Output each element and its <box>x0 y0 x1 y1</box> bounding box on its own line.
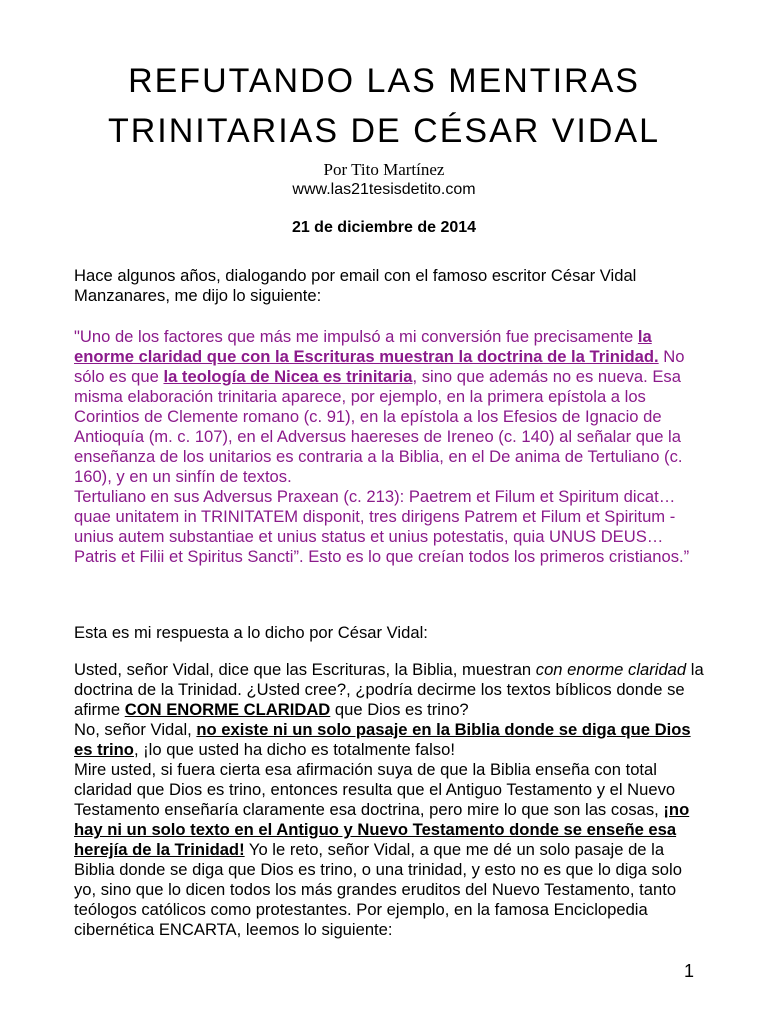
intro-paragraph: Hace algunos años, dialogando por email con el famoso escritor César Vidal Manzanares, me dijo lo siguiente: <box>74 266 637 305</box>
quote-part-6: Tertuliano en sus Adversus Praxean (c. 213): Paetrem et Filum et Spiritum dicat… quae unitatem in TRINITATEM disponit, tres dirigens Patrem et Filum et Spiritum - unius autem substantiae et unius status et unius potestatis, quia UNUS DEUS… Patris et Filii et Spiritus Sancti”. Esto es lo que creían todos los primeros cristianos.” <box>74 487 690 566</box>
author-line: Por Tito Martínez <box>323 160 445 179</box>
quote-part-5: , sino que además no es nueva. Esa misma elaboración trinitaria aparece, por ejemplo, en la primera epístola a los Corintios de Clemente romano (c. 91), en la epístola a los Efesios de Ignacio de Antioquía (m. c. 107), en el Adversus haereses de Ireneo (c. 140) al señalar que la enseñanza de los unitarios es contraria a la Biblia, en el De anima de Tertuliano (c. 160), y en un sinfín de textos. <box>74 367 683 486</box>
quote-part-1: "Uno de los factores que más me impulsó a mi conversión fue precisamente <box>74 327 638 346</box>
vidal-quote <box>74 327 708 567</box>
page-number: 1 <box>683 961 694 981</box>
response-part-6: No, señor Vidal, <box>74 720 197 739</box>
response-intro: Esta es mi respuesta a lo dicho por César Vidal: <box>74 623 428 642</box>
response-part-8: , ¡lo que usted ha dicho es totalmente falso! <box>133 740 455 759</box>
quote-emphasis-1: la enorme claridad que con la Escrituras muestran la doctrina de la Trinidad. <box>74 327 659 366</box>
website-link[interactable]: www.las21tesisdetito.com <box>292 181 476 198</box>
response-part-9: Mire usted, si fuera cierta esa afirmación suya de que la Biblia enseña con total claridad que Dios es trino, entonces resulta que el Antiguo Testamento y el Nuevo Testamento enseñaría claramente esa doctrina, pero mire lo que son las cosas, <box>74 760 676 819</box>
response-emphasis-3: ¡no hay ni un solo texto en el Antiguo y Nuevo Testamento donde se enseñe esa herejía de la Trinidad! <box>74 800 690 859</box>
quote-part-3: No sólo es que <box>74 347 685 386</box>
title-line-2: TRINITARIAS DE CÉSAR VIDAL <box>107 112 661 150</box>
response-emphasis-1: CON ENORME CLARIDAD <box>124 700 331 719</box>
response-paragraph <box>74 660 708 940</box>
response-part-11: Yo le reto, señor Vidal, a que me dé un solo pasaje de la Biblia donde se diga que Dios es trino, o una trinidad, y esto no es que lo diga solo yo, sino que lo dicen todos los más grandes eruditos del Nuevo Testamento, tanto teólogos católicos como protestantes. Por ejemplo, en la famosa Enciclopedia cibernética ENCARTA, leemos lo siguiente: <box>74 840 682 939</box>
title-line-1: REFUTANDO LAS MENTIRAS <box>128 62 640 100</box>
response-part-3: la doctrina de la Trinidad. ¿Usted cree?, ¿podría decirme los textos bíblicos donde se afirme <box>74 660 704 719</box>
document-date: 21 de diciembre de 2014 <box>291 219 477 236</box>
quote-emphasis-2: la teología de Nicea es trinitaria <box>163 367 413 386</box>
response-emphasis-2: no existe ni un solo pasaje en la Biblia donde se diga que Dios es trino <box>74 720 691 759</box>
response-italic: con enorme claridad <box>535 660 687 679</box>
response-part-5: que Dios es trino? <box>330 700 469 719</box>
document-title <box>0 0 768 156</box>
response-part-1: Usted, señor Vidal, dice que las Escrituras, la Biblia, muestran <box>74 660 536 679</box>
